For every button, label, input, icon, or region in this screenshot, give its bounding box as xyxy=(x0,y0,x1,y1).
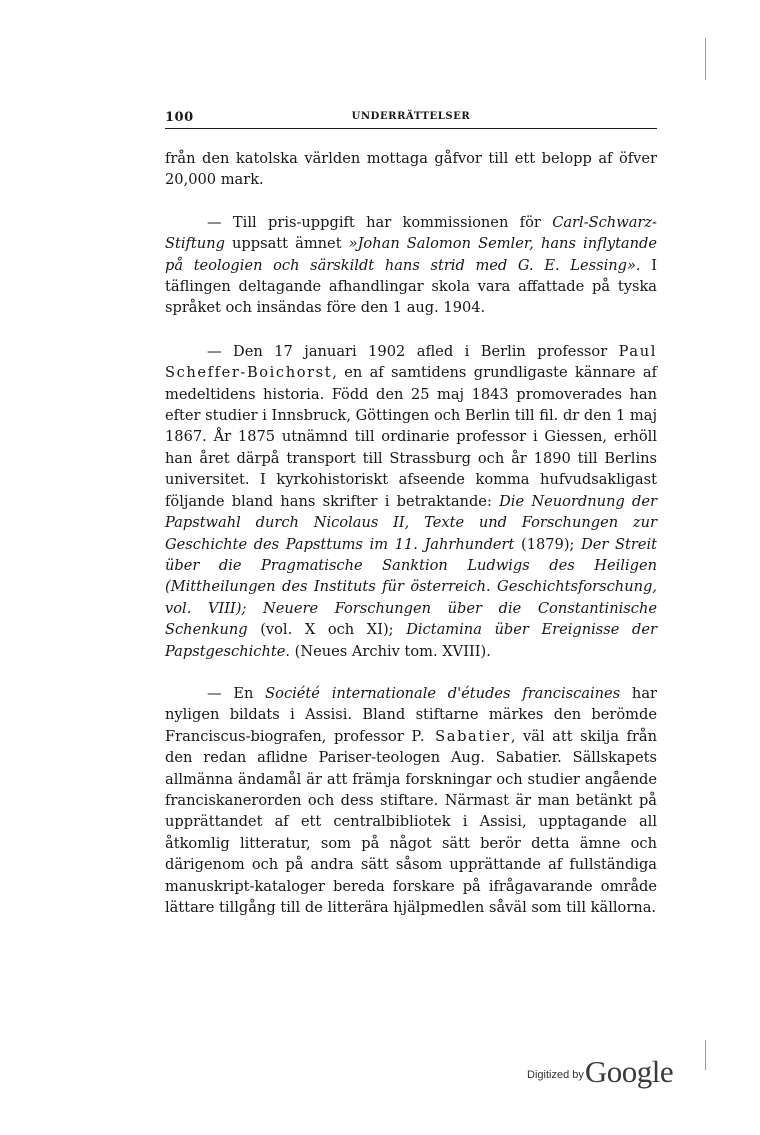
paragraph-4-part1: har nyligen bildats i Assisi. Bland stiftarne märkes den berömde Franciscus-biografen, professor xyxy=(165,684,658,745)
paragraph-2-rest: I täflingen deltagande afhandlingar skola vara affattade på tyska språket och insändas före den 1 aug. 1904. xyxy=(165,256,657,317)
paragraph-3-part2: (1879); xyxy=(514,535,582,553)
paragraph-2-intro: — Till pris-uppgift har kommissionen för xyxy=(207,213,553,231)
paragraph-4-part2: , väl att skilja från den redan aflidne Pariser-teologen Aug. Sabatier. Sällskapets allmänna ändamål är att främja forskningar och studier angående franciskanerorden och dess stiftare. Närmast är man betänkt på upprättandet af ett centralbibliotek i Assisi, upptagande all åtkomlig litteratur, som på något sätt berör detta ämne och därigenom och på andra sätt såsom upprättande af fullständiga manuskript-kataloger bereda forskare på ifrågavarande område lättare tillgång till de litterära hjälpmedlen såväl som till källorna. xyxy=(165,727,658,916)
watermark-prefix: Digitized by xyxy=(527,1069,584,1081)
body-text xyxy=(165,148,657,918)
work-title-3: Dictamina über Ereignisse der Papstgeschichte. xyxy=(165,621,657,660)
paragraph-3-intro: — Den 17 januari 1902 afled i Berlin professor xyxy=(207,342,619,360)
paragraph-4-intro: — En xyxy=(207,684,266,702)
paragraph-3-part4: (Neues Archiv tom. XVIII). xyxy=(289,642,491,660)
header-rule xyxy=(165,128,657,129)
paragraph-1 xyxy=(165,148,657,191)
paragraph-3-part3: (vol. X och XI); xyxy=(247,621,407,639)
work-title-1: Die Neuordnung der Papstwahl durch Nicolaus II, Texte und Forschungen zur Geschichte des Papsttums im 11. Jahrhundert xyxy=(165,492,658,553)
paragraph-2 xyxy=(165,212,657,319)
paragraph-3-part1: , en af samtidens grundligaste kännare af medeltidens historia. Född den 25 maj 1843 promoverades han efter studier i Innsbruck, Göttingen och Berlin till fil. dr den 1 maj 1867. År 1875 utnämnd till ordinarie professor i Giessen, erhöll han året därpå transport till Strassburg och år 1890 till Berlins universitet. I kyrkohistoriskt afseende komma hufvudsakligast följande bland hans skrifter i betraktande: xyxy=(165,364,657,510)
society-name: Société internationale d'études franciscaines xyxy=(265,684,621,702)
prize-topic: »Johan Salomon Semler, hans inflytande på teologien och särskildt hans strid med G. E. Lessing». xyxy=(165,235,658,274)
work-title-2: Der Streit über die Pragmatische Sanktion Ludwigs des Heiligen (Mittheilungen des Instituts für österreich. Geschichtsforschung, vol. VIII); Neuere Forschungen über die Constantinische Schenkung xyxy=(165,535,657,639)
sabatier-name: P. Sabatier xyxy=(411,727,511,745)
paragraph-1-text: från den katolska världen mottaga gåfvor till ett belopp af öfver 20,000 mark. xyxy=(165,150,657,189)
running-title: UNDERRÄTTELSER xyxy=(351,111,471,122)
scan-edge-mark-top xyxy=(705,38,706,80)
professor-name: Paul Scheffer-Boichorst xyxy=(165,342,657,382)
foundation-name: Carl-Schwarz-Stiftung xyxy=(165,213,657,253)
paragraph-4 xyxy=(165,683,657,918)
page-header xyxy=(165,110,657,128)
scan-edge-mark-bottom xyxy=(705,1040,706,1070)
paragraph-2-mid: uppsatt ämnet xyxy=(224,235,349,253)
page-number: 100 xyxy=(165,110,194,125)
digitized-by-google-watermark xyxy=(527,1054,673,1088)
paragraph-3 xyxy=(165,341,657,662)
google-logo: Google xyxy=(584,1054,674,1089)
